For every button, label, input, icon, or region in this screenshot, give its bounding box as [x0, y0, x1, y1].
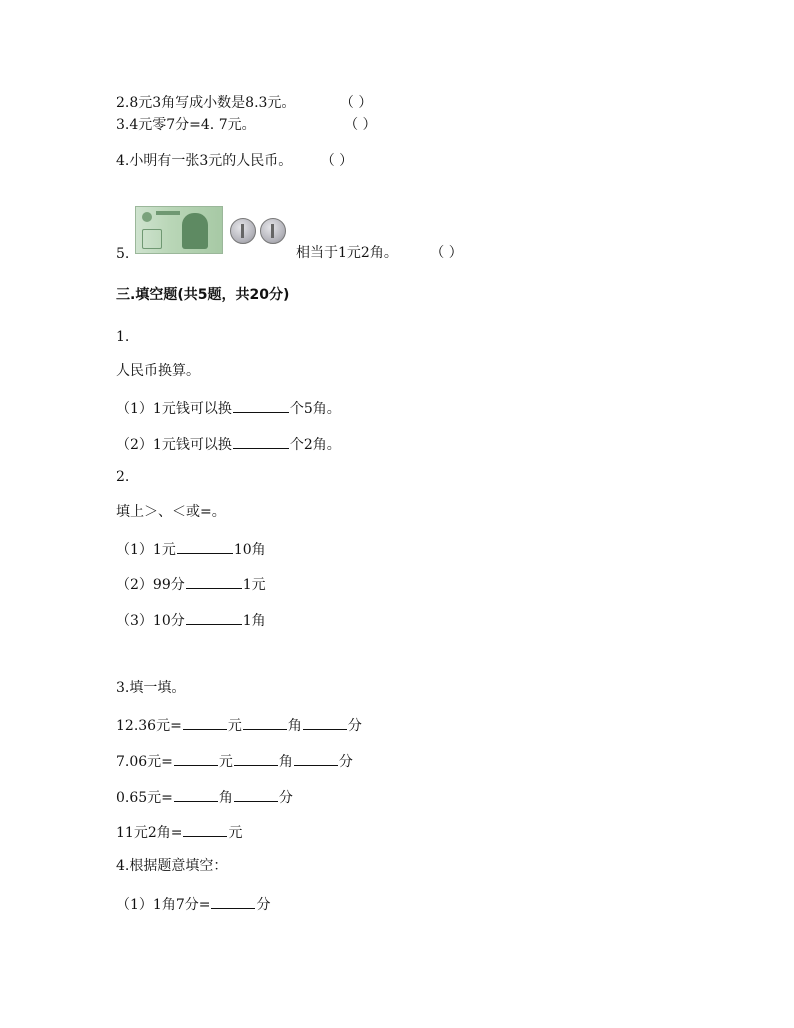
prompt-text: 1元 [242, 577, 266, 593]
one-jiao-coin-image [230, 218, 256, 244]
unit-text: 分 [338, 754, 353, 770]
judge-q5-text: 相当于1元2角。 [296, 245, 398, 261]
fill-q1-number: 1. [116, 329, 130, 345]
fill-q1-b [116, 434, 341, 454]
judge-q2-text: 2.8元3角写成小数是8.3元。 [116, 95, 296, 111]
prompt-text: 10角 [233, 542, 266, 558]
answer-blank[interactable] [174, 787, 218, 802]
prompt-text: （1）1元钱可以换 [116, 401, 232, 417]
one-jiao-coin-image [260, 218, 286, 244]
fill-q1-title: 人民币换算。 [116, 363, 200, 379]
fill-q3-d [116, 822, 242, 842]
fill-q2-number: 2. [116, 469, 130, 485]
fill-q3-b [116, 751, 353, 771]
prompt-text: （2）99分 [116, 577, 185, 593]
answer-blank[interactable] [233, 398, 289, 413]
answer-blank[interactable] [303, 715, 347, 730]
judge-q3-text: 3.4元零7分=4. 7元。 [116, 117, 256, 133]
answer-paren[interactable]: （ ） [339, 95, 373, 111]
prompt-text: 11元2角= [116, 825, 183, 841]
answer-paren[interactable]: （ ） [430, 245, 463, 261]
fill-q2-title: 填上＞、＜或=。 [116, 504, 226, 520]
answer-blank[interactable] [183, 715, 227, 730]
judge-q3 [116, 116, 377, 134]
fill-q2-b [116, 574, 266, 594]
prompt-text: 个5角。 [289, 401, 341, 417]
unit-text: 元 [227, 718, 242, 734]
fill-q2-c [116, 610, 266, 630]
prompt-text: （3）10分 [116, 613, 185, 629]
emblem-icon [142, 212, 152, 222]
prompt-text: （2）1元钱可以换 [116, 437, 232, 453]
answer-paren[interactable]: （ ） [344, 117, 377, 133]
unit-text: 分 [256, 897, 271, 913]
fill-q4-a [116, 894, 270, 914]
unit-text: 角 [218, 790, 233, 806]
answer-blank[interactable] [177, 539, 233, 554]
unit-text: 分 [347, 718, 362, 734]
answer-paren[interactable]: （ ） [320, 153, 354, 169]
judge-q5 [296, 244, 463, 262]
judge-q4 [116, 152, 353, 170]
prompt-text: （1）1元 [116, 542, 176, 558]
answer-blank[interactable] [243, 715, 287, 730]
judge-q5-number: 5. [116, 246, 130, 262]
judge-q4-text: 4.小明有一张3元的人民币。 [116, 153, 293, 169]
answer-blank[interactable] [234, 787, 278, 802]
prompt-text: 个2角。 [289, 437, 341, 453]
fill-q3-a [116, 715, 362, 735]
one-yuan-banknote-image [135, 206, 223, 254]
unit-text: 角 [287, 718, 302, 734]
unit-text: 元 [228, 825, 243, 841]
unit-text: 分 [278, 790, 293, 806]
fill-q2-a [116, 539, 266, 559]
unit-text: 角 [278, 754, 293, 770]
answer-blank[interactable] [174, 751, 218, 766]
answer-blank[interactable] [294, 751, 338, 766]
prompt-text: 0.65元= [116, 790, 173, 806]
section-heading: 三.填空题(共5题，共20分) [116, 287, 290, 303]
answer-blank[interactable] [211, 894, 255, 909]
fill-q1-a [116, 398, 341, 418]
answer-blank[interactable] [186, 574, 242, 589]
fill-q3-c [116, 787, 293, 807]
unit-text: 元 [218, 754, 233, 770]
prompt-text: 12.36元= [116, 718, 182, 734]
banknote-text-mark [156, 211, 180, 215]
banknote-numeral-mark [142, 229, 162, 249]
answer-blank[interactable] [183, 822, 227, 837]
judge-q2 [116, 94, 372, 112]
prompt-text: （1）1角7分= [116, 897, 211, 913]
answer-blank[interactable] [233, 434, 289, 449]
answer-blank[interactable] [186, 610, 242, 625]
fill-q4-title: 4.根据题意填空： [116, 858, 228, 874]
answer-blank[interactable] [234, 751, 278, 766]
prompt-text: 1角 [242, 613, 266, 629]
prompt-text: 7.06元= [116, 754, 173, 770]
fill-q3-title: 3.填一填。 [116, 680, 186, 696]
portrait-icon [182, 213, 208, 249]
